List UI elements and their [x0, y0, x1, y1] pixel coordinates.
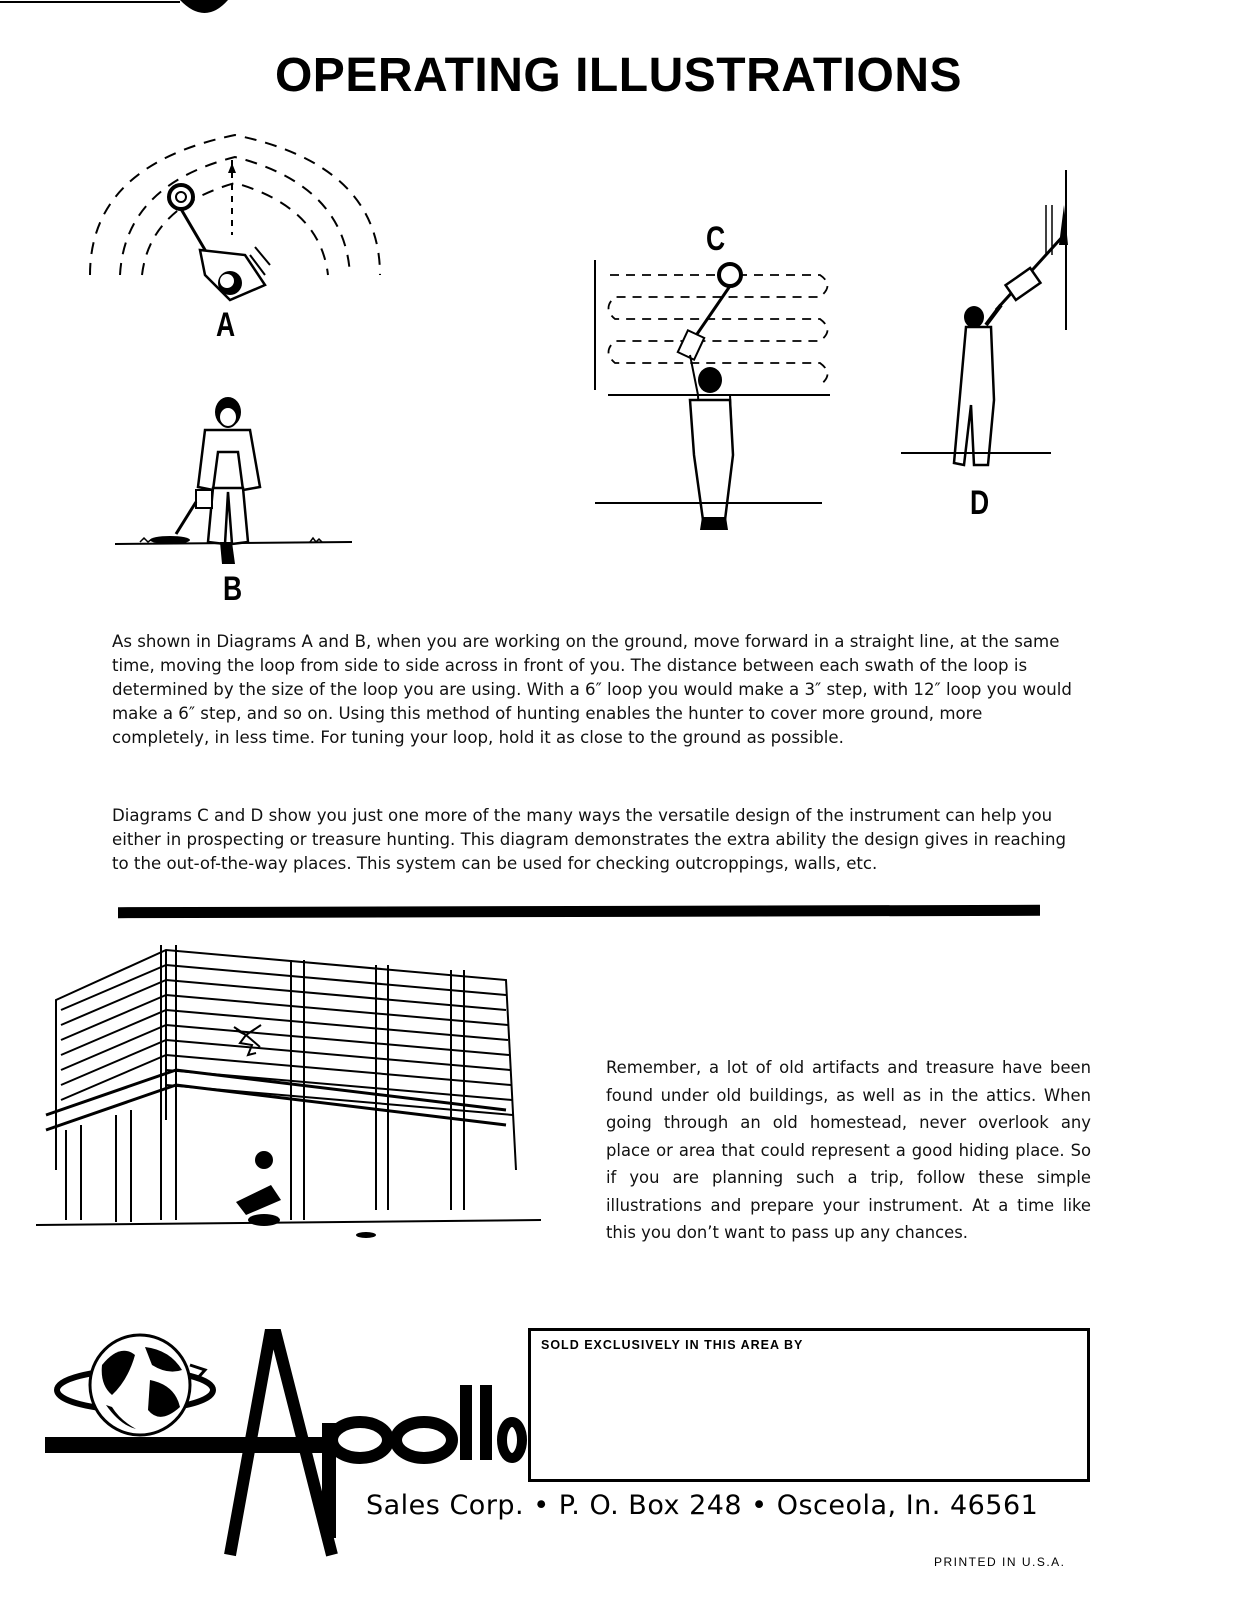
old-building-illustration: [36, 940, 546, 1245]
dealer-stamp-box: [528, 1328, 1090, 1482]
diagram-c-illustration: [590, 255, 840, 540]
diagram-a-illustration: [80, 125, 400, 305]
diagram-b-illustration: [110, 392, 360, 577]
paragraph-diagrams-a-b: As shown in Diagrams A and B, when you are working on the ground, move forward in a straight line, at the same time, moving the loop from side to side across in front of you. The distance between each swath of the loop is determined by the size of the loop you are using. With a 6″ loop you would make a 3″ step, with 12″ loop you would make a 6″ step, and so on. Using this method of hunting enables the hunter to cover more ground, more completely, in less time. For tuning your loop, hold it as close to the ground as possible.: [112, 632, 1072, 747]
apollo-logo: [40, 1325, 530, 1570]
diagram-c-label: C: [706, 220, 726, 258]
diagram-b-label: B: [223, 570, 243, 608]
company-address: Sales Corp. • P. O. Box 248 • Osceola, In. 46561: [366, 1490, 1039, 1521]
section-divider: [118, 905, 1040, 918]
corner-mark: [0, 0, 240, 30]
printed-in-label: PRINTED IN U.S.A.: [934, 1555, 1066, 1569]
globe-icon: [57, 1335, 213, 1435]
diagram-d-illustration: [896, 165, 1066, 485]
paragraph-diagrams-c-d: Diagrams C and D show you just one more of the many ways the versatile design of the instrument can help you either in prospecting or treasure hunting. This diagram demonstrates the extra ability the design gives in reaching to the out-of-the-way places. This system can be used for checking outcroppings, walls, etc.: [112, 806, 1067, 873]
paragraph-old-buildings: Remember, a lot of old artifacts and treasure have been found under old buildings, as well as in the attics. When going through an old homestead, never overlook any place or area that could represent a good hiding place. So if you are planning such a trip, follow these simple illustrations and prepare your instrument. At a time like this you don’t want to pass up any chances.: [606, 1058, 1091, 1242]
page-title: OPERATING ILLUSTRATIONS: [274, 49, 963, 102]
diagram-d-label: D: [970, 484, 990, 522]
sold-exclusively-label: SOLD EXCLUSIVELY IN THIS AREA BY: [541, 1338, 804, 1352]
diagram-a-label: A: [216, 306, 236, 344]
